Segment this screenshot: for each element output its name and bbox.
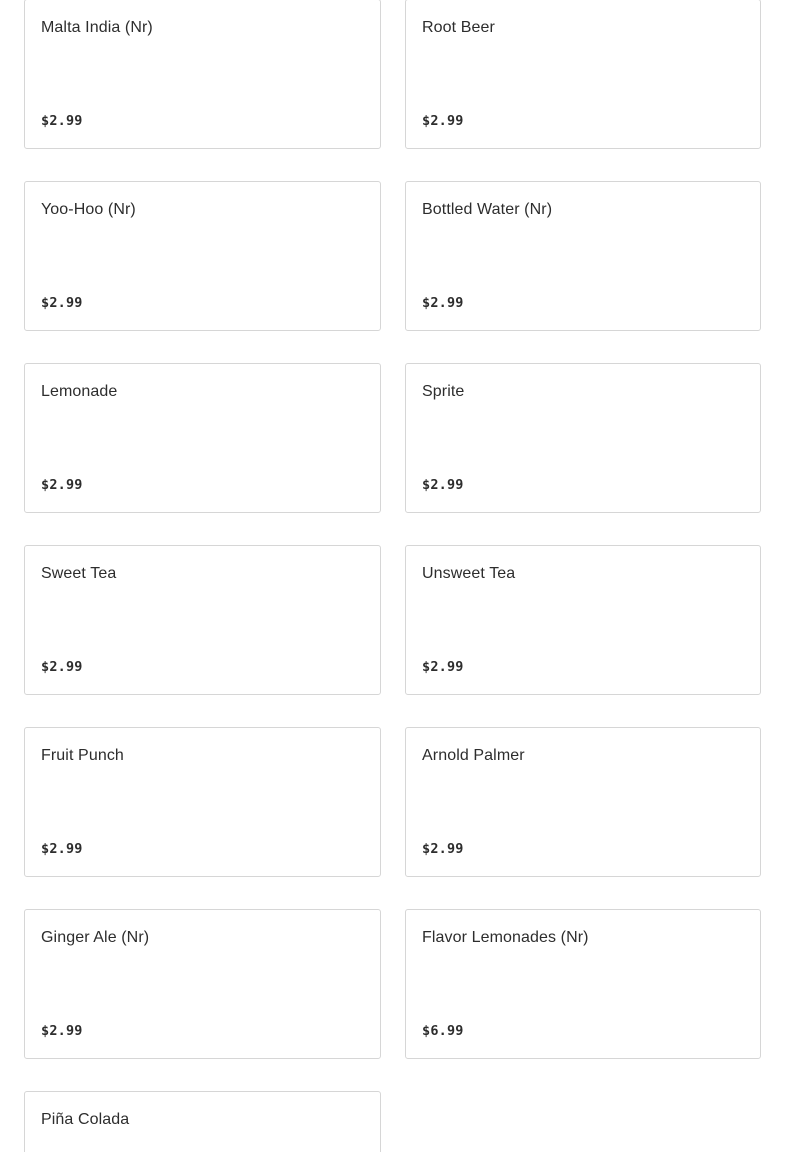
menu-item-name: Sprite <box>422 383 465 400</box>
menu-item-name: Yoo-Hoo (Nr) <box>41 201 136 218</box>
menu-item-card[interactable] <box>24 909 381 1059</box>
menu-item-card[interactable] <box>24 363 381 513</box>
menu-item-name: Malta India (Nr) <box>41 19 153 36</box>
menu-item-price: $2.99 <box>422 659 464 675</box>
menu-item-card[interactable] <box>405 363 761 513</box>
menu-item-grid <box>24 0 761 1152</box>
menu-item-price: $2.99 <box>422 295 464 311</box>
menu-item-price: $2.99 <box>41 113 83 129</box>
menu-item-price: $2.99 <box>41 295 83 311</box>
menu-item-name: Unsweet Tea <box>422 565 516 582</box>
menu-item-name: Ginger Ale (Nr) <box>41 929 150 946</box>
menu-item-card[interactable] <box>24 181 381 331</box>
menu-item-name: Fruit Punch <box>41 747 124 764</box>
menu-item-card[interactable] <box>24 545 381 695</box>
menu-item-card[interactable] <box>405 181 761 331</box>
menu-item-card[interactable] <box>405 909 761 1059</box>
menu-item-price: $2.99 <box>422 841 464 857</box>
menu-item-price: $2.99 <box>41 1023 83 1039</box>
menu-item-card[interactable] <box>24 1091 381 1152</box>
menu-item-name: Root Beer <box>422 19 495 36</box>
menu-item-price: $6.99 <box>422 1023 464 1039</box>
menu-item-price: $2.99 <box>422 113 464 129</box>
menu-item-price: $2.99 <box>41 841 83 857</box>
menu-item-name: Bottled Water (Nr) <box>422 201 553 218</box>
menu-item-name: Flavor Lemonades (Nr) <box>422 929 589 946</box>
menu-item-price: $2.99 <box>41 659 83 675</box>
menu-item-card[interactable] <box>24 0 381 149</box>
menu-item-name: Piña Colada <box>41 1111 130 1128</box>
menu-item-name: Arnold Palmer <box>422 747 525 764</box>
menu-item-price: $2.99 <box>422 477 464 493</box>
menu-item-card[interactable] <box>405 0 761 149</box>
menu-item-card[interactable] <box>24 727 381 877</box>
menu-item-card[interactable] <box>405 545 761 695</box>
menu-item-name: Lemonade <box>41 383 118 400</box>
menu-item-price: $2.99 <box>41 477 83 493</box>
menu-item-name: Sweet Tea <box>41 565 117 582</box>
menu-item-card[interactable] <box>405 727 761 877</box>
